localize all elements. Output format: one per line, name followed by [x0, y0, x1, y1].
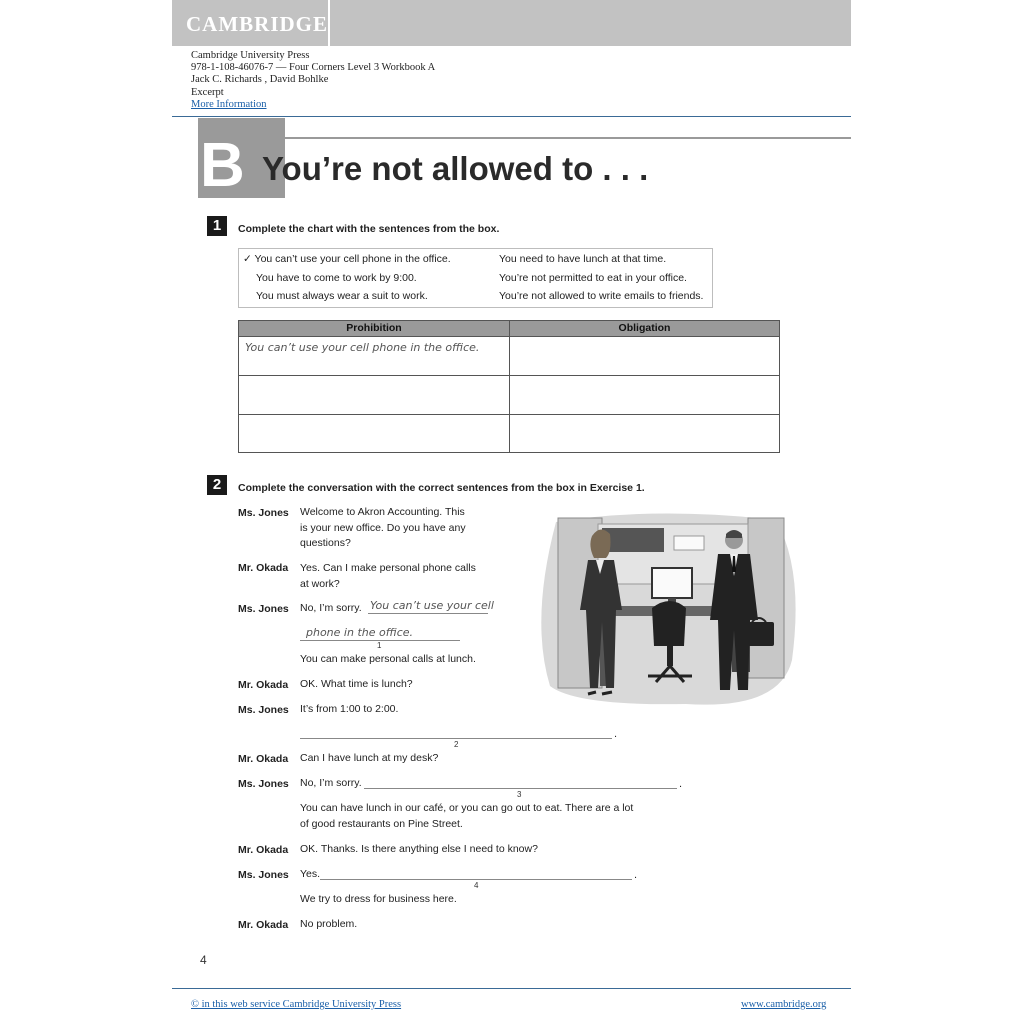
publisher-line: Cambridge University Press: [191, 50, 310, 61]
answer-1-part-1: You can’t use your cell: [370, 599, 494, 612]
speaker-mr-okada: Mr. Okada: [238, 562, 289, 574]
dialogue-text: You can make personal calls at lunch.: [300, 653, 476, 665]
box-sentence-right-3: You’re not allowed to write emails to friends.: [499, 290, 704, 302]
section-letter: B: [200, 131, 245, 200]
authors-line: Jack C. Richards , David Bohlke: [191, 74, 329, 85]
dialogue-line: [300, 505, 466, 552]
dialogue-text: No, I’m sorry.: [300, 602, 362, 614]
dialogue-text: Yes.: [300, 868, 321, 880]
office-illustration: [536, 510, 800, 710]
dialogue-text: No, I’m sorry.: [300, 777, 362, 789]
exercise-1-instruction: Complete the chart with the sentences from the box.: [238, 223, 500, 235]
chart-cell-obligation-3[interactable]: [511, 416, 777, 451]
blank-number-2: 2: [454, 740, 459, 749]
chart-header-prohibition: Prohibition: [239, 321, 509, 336]
dialogue-text: OK. Thanks. Is there anything else I need to know?: [300, 843, 538, 855]
dialogue-text: No problem.: [300, 918, 358, 930]
page-title: You’re not allowed to . . .: [262, 150, 649, 187]
box-sentence-right-2: You’re not permitted to eat in your office.: [499, 272, 687, 284]
answer-1-part-2: phone in the office.: [306, 626, 414, 639]
dialogue-text: at work?: [300, 577, 340, 590]
header-rule: [172, 116, 851, 117]
chart-cell-prohibition-2[interactable]: [241, 377, 507, 413]
dialogue-line: [300, 801, 633, 832]
answer-3-line[interactable]: [364, 788, 677, 789]
answer-2-line[interactable]: [300, 738, 612, 739]
dialogue-text: Yes. Can I make personal phone calls: [300, 562, 476, 574]
box-sentence-left-3: You must always wear a suit to work.: [256, 290, 428, 302]
chart-cell-obligation-1[interactable]: [511, 338, 777, 374]
isbn-title-line: 978-1-108-46076-7 — Four Corners Level 3 Workbook A: [191, 62, 436, 73]
speaker-ms-jones: Ms. Jones: [238, 507, 289, 519]
chart-cell-prohibition-3[interactable]: [241, 416, 507, 451]
exercise-2-number: 2: [207, 475, 227, 495]
footer-rule: [172, 988, 851, 989]
speaker-mr-okada: Mr. Okada: [238, 679, 289, 691]
box-sentence-left-1: ✓ You can’t use your cell phone in the office.: [243, 253, 451, 265]
dialogue-text: of good restaurants on Pine Street.: [300, 817, 463, 830]
more-information-link[interactable]: More Information: [191, 99, 267, 110]
dialogue-text: Can I have lunch at my desk?: [300, 752, 439, 764]
answer-1-line[interactable]: [368, 613, 488, 614]
speaker-mr-okada: Mr. Okada: [238, 844, 289, 856]
page-number: 4: [200, 953, 207, 967]
dialogue-text: It’s from 1:00 to 2:00.: [300, 703, 399, 715]
dialogue-text: You can have lunch in our café, or you can go out to eat. There are a lot: [300, 802, 634, 814]
website-link[interactable]: www.cambridge.org: [741, 999, 827, 1010]
speaker-ms-jones: Ms. Jones: [238, 778, 289, 790]
dialogue-text: is your new office. Do you have any: [300, 521, 466, 534]
title-rule: [285, 137, 851, 139]
chart-example-answer: You can’t use your cell phone in the office.: [245, 341, 480, 354]
blank-number-1: 1: [377, 641, 382, 650]
copyright-link[interactable]: © in this web service Cambridge University Press: [191, 999, 402, 1010]
speaker-ms-jones: Ms. Jones: [238, 869, 289, 881]
speaker-ms-jones: Ms. Jones: [238, 704, 289, 716]
period: .: [679, 778, 683, 790]
dialogue-text: OK. What time is lunch?: [300, 678, 413, 690]
box-sentence-right-1: You need to have lunch at that time.: [499, 253, 667, 265]
period: .: [614, 728, 618, 740]
speaker-ms-jones: Ms. Jones: [238, 603, 289, 615]
blank-number-3: 3: [517, 790, 522, 799]
dialogue-line: [300, 561, 476, 592]
speaker-mr-okada: Mr. Okada: [238, 753, 289, 765]
answer-4-line[interactable]: [320, 879, 632, 880]
prohibition-obligation-chart: [238, 320, 780, 453]
chart-column-divider: [509, 321, 510, 452]
excerpt-line: Excerpt: [191, 87, 224, 98]
speaker-mr-okada: Mr. Okada: [238, 919, 289, 931]
exercise-1-number: 1: [207, 216, 227, 236]
dialogue-text: We try to dress for business here.: [300, 893, 457, 905]
dialogue-text: questions?: [300, 537, 351, 549]
blank-number-4: 4: [474, 881, 479, 890]
cambridge-logo: CAMBRIDGE: [186, 12, 329, 36]
exercise-2-instruction: Complete the conversation with the correct sentences from the box in Exercise 1.: [238, 482, 645, 494]
chart-header-obligation: Obligation: [510, 321, 779, 336]
box-sentence-left-2: You have to come to work by 9:00.: [256, 272, 417, 284]
period: .: [634, 869, 638, 881]
dialogue-text: Welcome to Akron Accounting. This: [300, 506, 465, 518]
chart-cell-obligation-2[interactable]: [511, 377, 777, 413]
banner-divider: [328, 0, 330, 46]
